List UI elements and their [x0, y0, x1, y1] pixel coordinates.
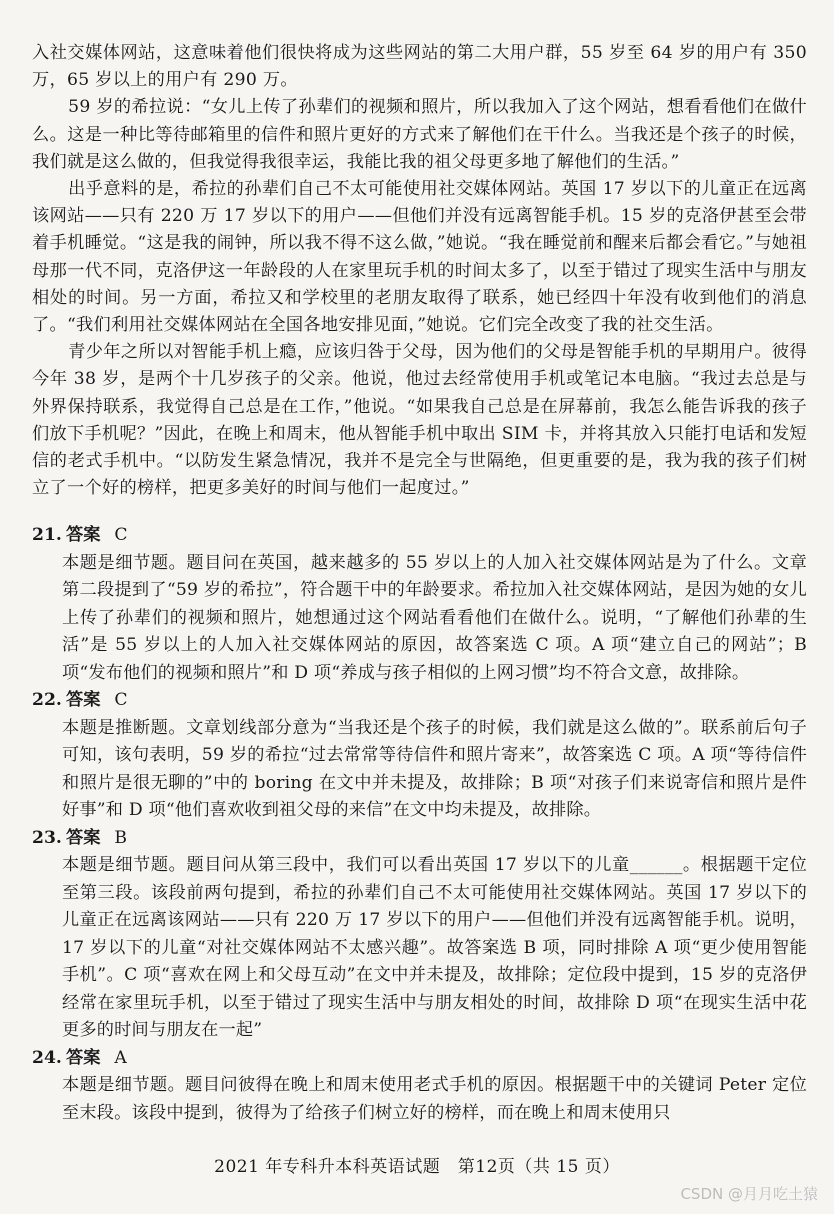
page-footer: 2021 年专科升本科英语试题 第12页（共 15 页） [214, 1157, 620, 1177]
passage-paragraph-4: 青少年之所以对智能手机上瘾，应该归咎于父母，因为他们的父母是智能手机的早期用户。彼得今年 38 岁，是两个十几岁孩子的父亲。他说，他过去经常使用手机或笔记本电脑。“我过去总是与外界保持联系，我觉得自己总是在工作，”他说。“如果我自己总是在屏幕前，我怎么能告诉我的孩子们放下手机呢？”因此，在晚上和周末，他从智能手机中取出 SIM 卡，并将其放入只能打电话和发短信的老式手机中。“以防发生紧急情况，我并不是完全与世隔绝，但更重要的是，我为我的孩子们树立了一个好的榜样，把更多美好的时间与他们一起度过。” [32, 342, 807, 499]
answer-explanation: 本题是细节题。题目问在英国，越来越多的 55 岁以上的人加入社交媒体网站是为了什么。文章第二段提到了“59 岁的希拉”，符合题干中的年龄要求。希拉加入社交媒体网站，是因为她的女儿上传了孙辈们的视频和照片，她想通过这个网站看看他们在做什么。说明，“了解他们孙辈的生活”是 55 岁以上的人加入社交媒体网站的原因，故答案选 C 项。A 项“建立自己的网站”；B 项“发布他们的视频和照片”和 D 项“养成与孩子相似的上网习惯”均不符合文意，故排除。 [62, 552, 807, 683]
answer-item-23 [32, 825, 807, 1045]
watermark-text: CSDN @月月吃土猿 [680, 1185, 818, 1203]
question-number: 23. [32, 827, 62, 848]
answer-choice: B [114, 827, 128, 848]
answer-choice: A [114, 1047, 127, 1068]
question-number: 24. [32, 1047, 62, 1068]
reading-passage [32, 40, 807, 502]
answer-item-22 [32, 687, 807, 825]
passage-paragraph-1: 入社交媒体网站，这意味着他们很快将成为这些网站的第二大用户群，55 岁至 64 岁的用户有 350 万，65 岁以上的用户有 290 万。 [32, 43, 807, 91]
answer-label: 答案 [66, 1047, 101, 1068]
answer-heading [32, 825, 807, 853]
answer-item-21 [32, 522, 807, 687]
answer-label: 答案 [66, 525, 101, 545]
answer-explanation: 本题是细节题。题目问从第三段中，我们可以看出英国 17 岁以下的儿童______。根据题干定位至第三段。该段前两句提到，希拉的孙辈们自己不太可能使用社交媒体网站。英国 17 岁以下的儿童正在远离该网站——只有 220 万 17 岁以下的用户——但他们并没有远离智能手机。说明，17 岁以下的儿童“对社交媒体网站不太感兴趣”。故答案选 B 项，同时排除 A 项“更少使用智能手机”。C 项“喜欢在网上和父母互动”在文中并未提及，故排除；定位段中提到，15 岁的克洛伊经常在家里玩手机，以至于错过了现实生活中与朋友相处的时间，故排除 D 项“在现实生活中花更多的时间与朋友在一起” [62, 855, 807, 1040]
answer-label: 答案 [66, 827, 101, 848]
passage-paragraph-2: 59 岁的希拉说：“女儿上传了孙辈们的视频和照片，所以我加入了这个网站，想看看他们在做什么。这是一种比等待邮箱里的信件和照片更好的方式来了解他们在干什么。当我还是个孩子的时候，我们就是这么做的，但我觉得我很幸运，我能比我的祖父母更多地了解他们的生活。” [32, 97, 807, 172]
answer-explanation: 本题是推断题。文章划线部分意为“当我还是个孩子的时候，我们就是这么做的”。联系前后句子可知，该句表明，59 岁的希拉“过去常常等待信件和照片寄来”，故答案选 C 项。A 项“等待信件和照片是很无聊的”中的 boring 在文中并未提及，故排除；B 项“对孩子们来说寄信和照片是件好事”和 D 项“他们喜欢收到祖父母的来信”在文中均未提及，故排除。 [62, 717, 807, 820]
passage-paragraph-3: 出乎意料的是，希拉的孙辈们自己不太可能使用社交媒体网站。英国 17 岁以下的儿童正在远离该网站——只有 220 万 17 岁以下的用户——但他们并没有远离智能手机。15 岁的克洛伊甚至会带着手机睡觉。“这是我的闹钟，所以我不得不这么做，”她说。“我在睡觉前和醒来后都会看它。”与她祖母那一代不同，克洛伊这一年龄段的人在家里玩手机的时间太多了，以至于错过了现实生活中与朋友相处的时间。另一方面，希拉又和学校里的老朋友取得了联系，她已经四十年没有收到他们的消息了。“我们利用社交媒体网站在全国各地安排见面，”她说。它们完全改变了我的社交生活。 [32, 179, 807, 336]
question-number: 21. [32, 525, 62, 545]
answer-explanation: 本题是细节题。题目问彼得在晚上和周末使用老式手机的原因。根据题干中的关键词 Peter 定位至末段。该段中提到，彼得为了给孩子们树立好的榜样，而在晚上和周末使用只 [62, 1075, 807, 1123]
answer-choice: C [114, 525, 128, 545]
answer-section [32, 522, 807, 1127]
answer-heading [32, 522, 807, 550]
answer-choice: C [114, 690, 128, 710]
question-number: 22. [32, 690, 62, 710]
answer-item-24 [32, 1045, 807, 1128]
answer-label: 答案 [66, 690, 101, 710]
answer-heading [32, 1045, 807, 1073]
answer-heading [32, 687, 807, 715]
